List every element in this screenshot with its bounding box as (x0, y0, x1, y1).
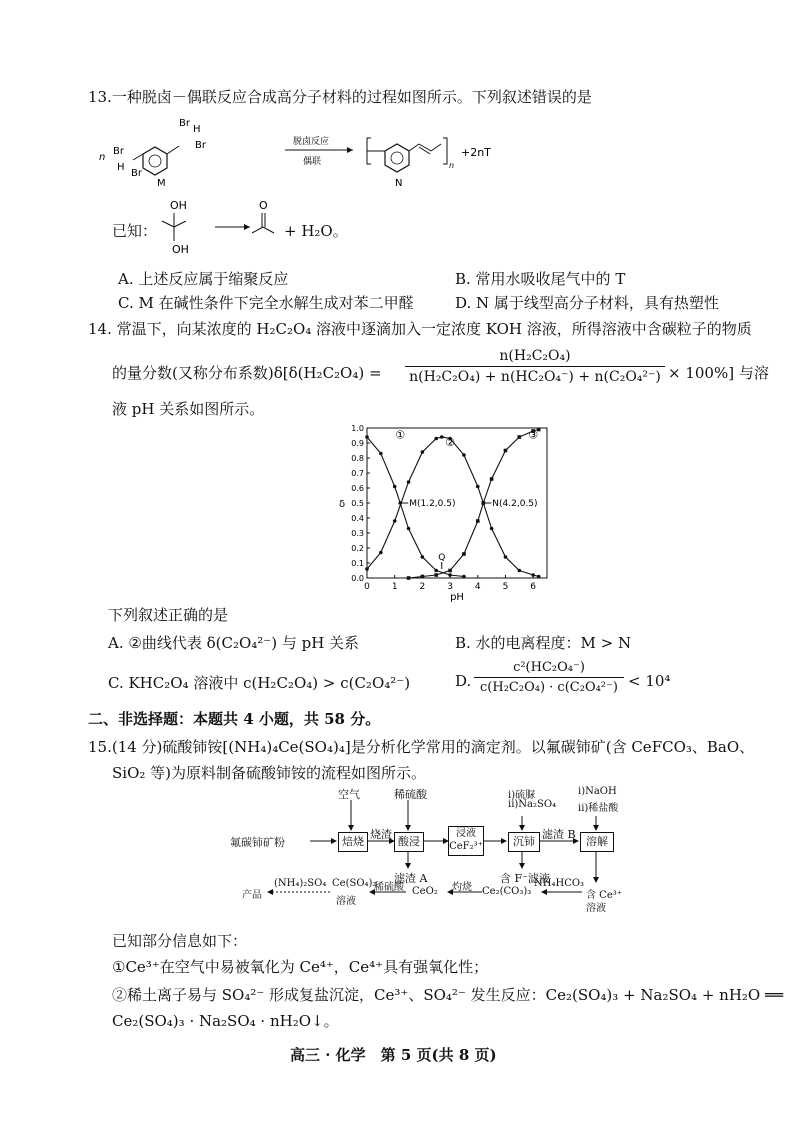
q14-option-d-fraction (474, 660, 624, 695)
flow-dissolve-box: 溶解 (580, 832, 614, 852)
flow-leachate-box (448, 826, 484, 856)
series-point-3 (448, 569, 452, 573)
flow-ceso4-solution: 溶液 (336, 896, 356, 907)
flow-leachate-ion: CeF₂³⁺ (449, 841, 483, 852)
flow-dilute-h2so4: 稀硫酸 (394, 788, 427, 801)
series-point-2 (518, 569, 522, 573)
scheme-arrow-top: 脱卤反应 (293, 137, 330, 147)
curve-label-1: ① (395, 428, 406, 442)
flow-ce3-solution: 含 Ce³⁺ (586, 890, 623, 901)
q13-stem: 13.一种脱卤－偶联反应合成高分子材料的过程如图所示。下列叙述错误的是 (88, 88, 592, 106)
series-point-1 (393, 485, 397, 489)
flow-dilute-h2so4-2: 稀硫酸 (374, 882, 404, 893)
flow-reagent-i2: i)NaOH (578, 786, 617, 797)
series-point-1 (448, 573, 452, 577)
y-tick-label: 0.6 (351, 484, 364, 493)
series-point-2 (504, 555, 508, 559)
series-point-3 (462, 552, 466, 556)
flow-nh4so4: (NH₄)₂SO₄ (274, 878, 327, 889)
q14-fraction-numerator: n(H₂C₂O₄) (499, 348, 571, 364)
y-axis-label: δ (339, 499, 346, 510)
x-tick-label: 3 (447, 582, 453, 592)
flow-calcine: 灼烧 (452, 882, 472, 893)
flow-air: 空气 (338, 788, 360, 801)
section-2-heading: 二、非选择题：本题共 4 小题，共 58 分。 (88, 710, 381, 728)
flow-reagent-ii1: ii)Na₂SO₄ (508, 799, 557, 810)
series-point-2 (531, 573, 535, 577)
flow-product: 产品 (242, 890, 262, 901)
q14-option-d-numerator: c²(HC₂O₄⁻) (513, 660, 585, 675)
q14-option-d-denominator: c(H₂C₂O₄) · c(C₂O₄²⁻) (474, 677, 624, 695)
y-tick-label: 0.4 (351, 514, 364, 523)
series-point-2 (365, 567, 369, 571)
q14-distribution-chart (335, 420, 560, 605)
page-footer: 高三 · 化学 第 5 页(共 8 页) (290, 1046, 497, 1064)
series-point-2 (490, 527, 494, 531)
series-point-3 (476, 519, 480, 523)
flow-leachate: 浸液 (456, 828, 476, 839)
known-o: O (259, 199, 268, 212)
y-tick-label: 0.3 (351, 529, 364, 538)
scheme-m-label: M (157, 178, 166, 189)
curve-label-3: ③ (528, 428, 539, 442)
q14-option-d-prefix: D. (455, 672, 472, 690)
y-tick-label: 0.8 (351, 454, 364, 463)
series-point-2 (407, 480, 411, 484)
q15-line2: SiO₂ 等)为原料制备硫酸铈铵的流程如图所示。 (112, 764, 427, 782)
q14-stem-line1: 14. 常温下，向某浓度的 H₂C₂O₄ 溶液中逐滴加入一定浓度 KOH 溶液，所得溶液中含碳粒子的物质 (88, 320, 752, 338)
series-point-2 (462, 453, 466, 457)
scheme-br1: Br (113, 146, 124, 157)
series-point-2 (440, 435, 444, 439)
y-tick-label: 1.0 (351, 424, 364, 433)
q14-option-c: C. KHC₂O₄ 溶液中 c(H₂C₂O₄) > c(C₂O₄²⁻) (108, 674, 411, 692)
flow-ceo2: CeO₂ (412, 886, 438, 897)
flow-ce2co3: Ce₂(CO₃)₃ (482, 886, 532, 897)
q13-option-b: B. 常用水吸收尾气中的 T (455, 270, 626, 288)
q15-line1: 15.(14 分)硫酸铈铵[(NH₄)₄Ce(SO₄)₄]是分析化学常用的滴定剂。以氟碳铈矿(含 CeFCO₃、BaO、 (88, 738, 755, 756)
q14-fraction (405, 348, 665, 385)
series-point-2 (476, 485, 480, 489)
curve-label-2: ② (445, 436, 456, 449)
flow-acid-leach-box: 酸浸 (394, 832, 424, 852)
series-point-1 (462, 575, 466, 579)
x-tick-label: 5 (502, 582, 509, 592)
y-tick-label: 0.1 (351, 559, 364, 568)
q15-known-title: 已知部分信息如下： (112, 932, 248, 950)
series-point-1 (379, 452, 383, 456)
annotation-label: Q (438, 553, 446, 563)
x-tick-label: 6 (530, 582, 537, 592)
series-point-3 (434, 573, 438, 577)
q14-option-d-suffix: < 10⁴ (628, 672, 671, 690)
q13-known-suffix: + H₂O。 (284, 222, 348, 240)
series-point-3 (490, 477, 494, 481)
y-tick-label: 0.0 (351, 574, 364, 583)
known-oh2: OH (172, 243, 189, 255)
q15-known-3: Ce₂(SO₄)₃ · Na₂SO₄ · nH₂O↓。 (112, 1012, 339, 1030)
flow-reagent-i1: i)硫脲 (508, 790, 536, 801)
scheme-n-label: N (395, 178, 403, 189)
q14-option-a: A. ②曲线代表 δ(C₂O₄²⁻) 与 pH 关系 (108, 634, 360, 652)
flow-ore: 氟碳铈矿粉 (230, 836, 285, 849)
q13-reaction-scheme (95, 110, 655, 190)
q13-option-c: C. M 在碱性条件下完全水解生成对苯二甲醛 (118, 294, 414, 312)
flow-reagent-ii2: ii)稀盐酸 (578, 803, 619, 814)
q15-flowchart (230, 786, 700, 916)
q13-known-prefix: 已知： (112, 222, 158, 240)
scheme-h2: H (193, 124, 201, 135)
series-point-1 (421, 555, 425, 559)
series-point-3 (421, 575, 425, 579)
x-tick-label: 2 (419, 582, 426, 592)
series-point-2 (434, 437, 438, 441)
y-tick-label: 0.7 (351, 469, 364, 478)
scheme-subscript-n: n (449, 161, 455, 170)
flow-f-filtrate: 含 F⁻滤液 (500, 872, 550, 885)
flow-nh4hco3: NH₄HCO₃ (534, 878, 585, 889)
series-point-2 (421, 450, 425, 454)
scheme-plus-t: +2nT (461, 146, 491, 159)
y-tick-label: 0.9 (351, 439, 364, 448)
scheme-br3: Br (179, 118, 190, 129)
q15-known-2: ②稀土离子易与 SO₄²⁻ 形成复盐沉淀，Ce³⁺、SO₄²⁻ 发生反应：Ce₂(SO₄)₃ + Na₂SO₄ + nH₂O ══ (112, 986, 784, 1004)
series-point-1 (434, 569, 438, 573)
series-point-2 (393, 519, 397, 523)
annotation-label: M(1.2,0.5) (409, 499, 456, 509)
scheme-n: n (99, 152, 106, 163)
x-axis-label: pH (450, 592, 464, 603)
flow-filter-a: 滤渣 A (394, 872, 428, 885)
flow-filter-b: 滤渣 B (542, 828, 576, 841)
series-point-2 (537, 575, 541, 579)
series-point-3 (407, 576, 411, 580)
q13-option-d: D. N 属于线型高分子材料，具有热塑性 (455, 294, 719, 312)
q13-option-a: A. 上述反应属于缩聚反应 (118, 270, 289, 288)
series-point-3 (504, 449, 508, 453)
q14-option-b: B. 水的电离程度：M > N (455, 634, 632, 652)
q14-fraction-denominator: n(H₂C₂O₄) + n(HC₂O₄⁻) + n(C₂O₄²⁻) (405, 366, 665, 385)
flow-precip-box: 沉铈 (508, 832, 540, 852)
flow-roast-box: 焙烧 (338, 832, 368, 852)
q15-known-1: ①Ce³⁺在空气中易被氧化为 Ce⁴⁺，Ce⁴⁺具有强氧化性； (112, 958, 489, 976)
flow-ce3-solution2: 溶液 (586, 903, 606, 914)
series-point-3 (518, 435, 522, 439)
q14-stem-line3: 液 pH 关系如图所示。 (112, 400, 265, 418)
series-point-1 (407, 527, 411, 531)
x-tick-label: 1 (391, 582, 398, 592)
flow-roast-residue: 烧渣 (370, 828, 392, 841)
x-tick-label: 4 (474, 582, 481, 592)
scheme-br2: Br (131, 168, 142, 179)
q14-question: 下列叙述正确的是 (108, 606, 229, 624)
x-tick-label: 0 (364, 582, 370, 592)
y-tick-label: 0.2 (351, 544, 364, 553)
series-point-2 (379, 551, 383, 555)
flow-ceso4: Ce(SO₄)₂ (332, 878, 377, 889)
scheme-arrow-bottom: 偶联 (303, 157, 322, 167)
annotation-label: N(4.2,0.5) (492, 499, 538, 509)
series-point-1 (365, 435, 369, 439)
q14-stem-line2-prefix: 的量分数(又称分布系数)δ[δ(H₂C₂O₄) = (112, 364, 382, 382)
q14-stem-line2-suffix: × 100%] 与溶 (668, 364, 769, 382)
y-tick-label: 0.5 (351, 499, 364, 508)
scheme-br4: Br (195, 140, 206, 151)
scheme-h1: H (117, 162, 125, 173)
known-oh1: OH (170, 199, 187, 212)
